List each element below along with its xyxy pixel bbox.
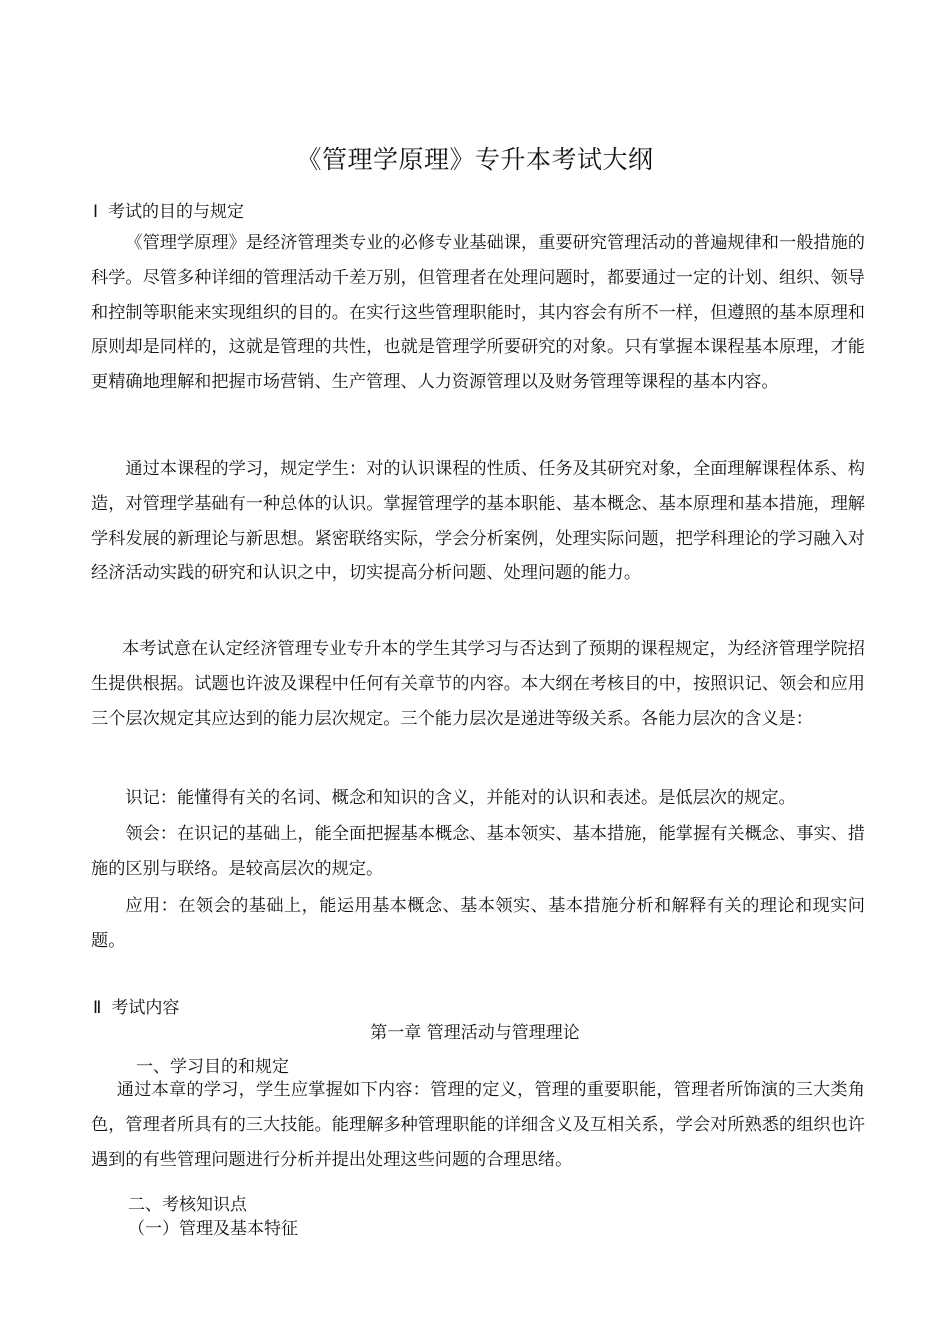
section-number-1: Ⅰ (93, 202, 99, 221)
paragraph-2: 通过本课程的学习，规定学生：对的认识课程的性质、任务及其研究对象，全面理解课程体系、构造，对管理学基础有一种总体的认识。掌握管理学的基本职能、基本概念、基本原理和基本措施，理解学科发展的新理论与新思想。紧密联络实际，学会分析案例，处理实际问题，把学科理论的学习融入对经济活动实践的研究和认识之中，切实提高分析问题、处理问题的能力。 (91, 459, 865, 584)
document-title: 《管理学原理》专升本考试大纲 (296, 145, 654, 174)
subheading-learning-goals: 一、学习目的和规定 (136, 1057, 289, 1077)
section-heading-2 (93, 993, 179, 1018)
paragraph-3: 本考试意在认定经济管理专业专升本的学生其学习与否达到了预期的课程规定，为经济管理学院招生提供根据。试题也许波及课程中任何有关章节的内容。本大纲在考核目的中，按照识记、领会和应用三个层次规定其应达到的能力层次规定。三个能力层次是递进等级关系。各能力层次的含义是： (91, 639, 865, 729)
paragraph-5: 领会：在识记的基础上，能全面把握基本概念、基本领实、基本措施，能掌握有关概念、事实、措施的区别与联络。是较高层次的规定。 (91, 824, 865, 879)
section-number-2: Ⅱ (93, 998, 102, 1017)
list-item-management-features: （一）管理及基本特征 (128, 1219, 298, 1239)
paragraph-6: 应用：在领会的基础上，能运用基本概念、基本领实、基本措施分析和解释有关的理论和现实问题。 (91, 896, 865, 951)
subheading-knowledge-points: 二、考核知识点 (128, 1195, 247, 1215)
paragraph-1: 《管理学原理》是经济管理类专业的必修专业基础课，重要研究管理活动的普遍规律和一般措施的科学。尽管多种详细的管理活动千差万别，但管理者在处理问题时，都要通过一定的计划、组织、领导和控制等职能来实现组织的目的。在实行这些管理职能时，其内容会有所不一样，但遵照的基本原理和原则却是同样的，这就是管理的共性，也就是管理学所要研究的对象。只有掌握本课程基本原理，才能更精确地理解和把握市场营销、生产管理、人力资源管理以及财务管理等课程的基本内容。 (91, 233, 865, 393)
section-heading-1 (93, 197, 244, 222)
paragraph-chapter-intro: 通过本章的学习，学生应掌握如下内容：管理的定义，管理的重要职能，管理者所饰演的三大类角色，管理者所具有的三大技能。能理解多种管理职能的详细含义及互相关系，学会对所熟悉的组织也许遇到的有些管理问题进行分析并提出处理这些问题的合理思绪。 (91, 1080, 865, 1170)
section-heading-2-text: 考试内容 (111, 998, 180, 1018)
paragraph-4: 识记：能懂得有关的名词、概念和知识的含义，并能对的认识和表述。是低层次的规定。 (125, 788, 796, 808)
chapter-title: 第一章 管理活动与管理理论 (370, 1023, 580, 1043)
section-heading-1-text: 考试的目的与规定 (108, 202, 245, 222)
